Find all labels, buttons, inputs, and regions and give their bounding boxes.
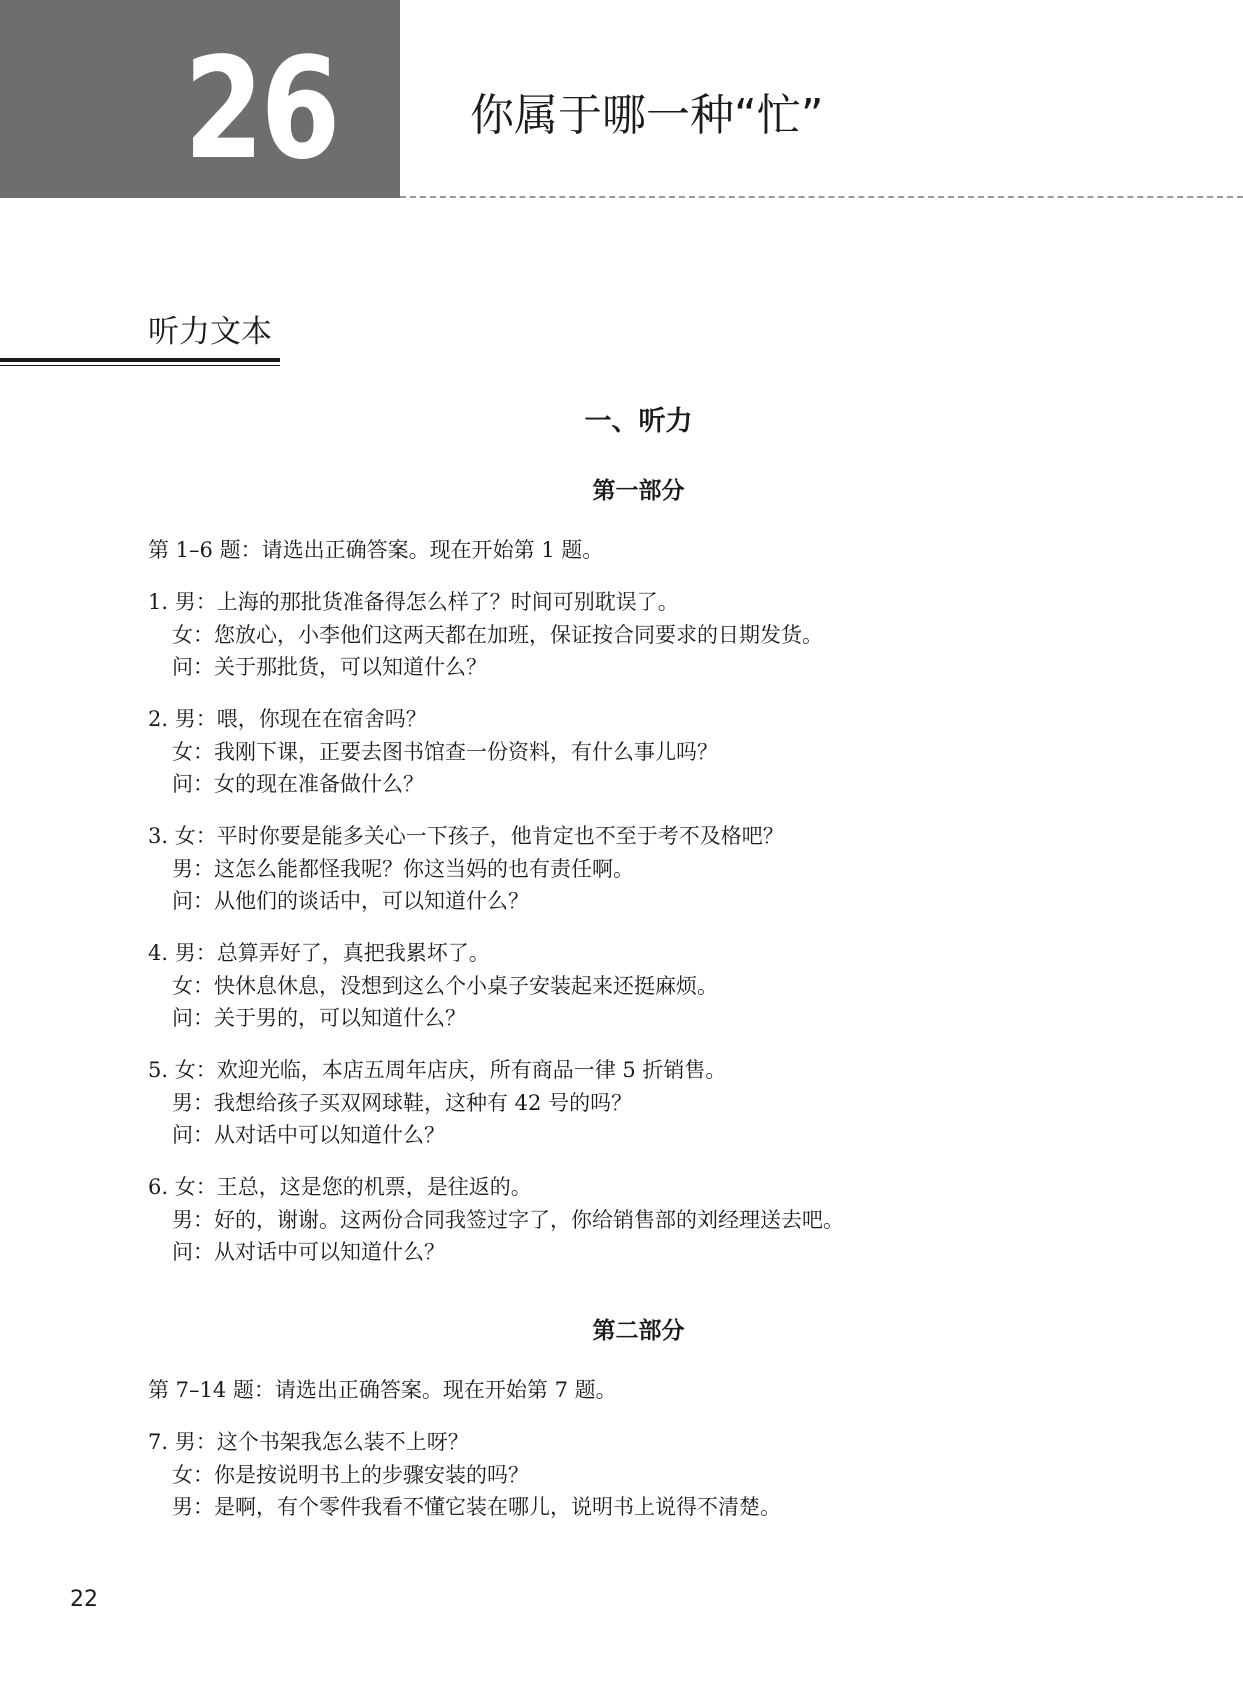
header-dashed-divider (400, 196, 1243, 198)
dialog-line: 2. 男：喂，你现在在宿舍吗？ (148, 707, 427, 731)
dialog-line: 5. 女：欢迎光临，本店五周年店庆，所有商品一律 5 折销售。 (148, 1058, 727, 1082)
dialog-line: 3. 女：平时你要是能多关心一下孩子，他肯定也不至于考不及格吧？ (148, 824, 784, 848)
part2-instruction: 第 7–14 题：请选出正确答案。现在开始第 7 题。 (148, 1378, 617, 1402)
part2-heading: 第二部分 (592, 1317, 685, 1344)
main-heading: 一、听力 (584, 406, 693, 437)
dialog-line: 男：我想给孩子买双网球鞋，这种有 42 号的吗？ (172, 1090, 633, 1115)
dialog-item (148, 820, 784, 918)
dialog-line: 女：你是按说明书上的步骤安装的吗？ (172, 1462, 529, 1487)
part1-heading: 第一部分 (592, 477, 685, 504)
dialog-question: 问：从对话中可以知道什么？ (172, 1240, 445, 1264)
dialog-question: 问：关于那批货，可以知道什么？ (172, 655, 487, 679)
section-underline-thin (0, 365, 280, 366)
dialog-item (148, 1426, 781, 1524)
dialog-question: 问：关于男的，可以知道什么？ (172, 1006, 466, 1030)
dialog-line: 女：我刚下课，正要去图书馆查一份资料，有什么事儿吗？ (172, 739, 718, 764)
section-underline-thick (0, 358, 280, 362)
dialog-item (148, 937, 718, 1035)
dialog-line: 男：是啊，有个零件我看不懂它装在哪儿，说明书上说得不清楚。 (172, 1495, 781, 1519)
dialog-line: 7. 男：这个书架我怎么装不上呀？ (148, 1430, 469, 1454)
dialog-question: 问：从对话中可以知道什么？ (172, 1123, 445, 1147)
dialog-line: 男：这怎么能都怪我呢？你这当妈的也有责任啊。 (172, 856, 634, 881)
dialog-line: 6. 女：王总，这是您的机票，是往返的。 (148, 1175, 532, 1199)
dialog-question: 问：女的现在准备做什么？ (172, 772, 424, 796)
dialog-question: 问：从他们的谈话中，可以知道什么？ (172, 889, 529, 913)
chapter-number: 26 (184, 28, 338, 191)
dialog-line: 4. 男：总算弄好了，真把我累坏了。 (148, 941, 490, 965)
dialog-item (148, 586, 823, 684)
dialog-line: 女：快休息休息，没想到这么个小桌子安装起来还挺麻烦。 (172, 973, 718, 998)
dialog-item (148, 703, 718, 801)
dialog-line: 男：好的，谢谢。这两份合同我签过字了，你给销售部的刘经理送去吧。 (172, 1207, 844, 1232)
dialog-item (148, 1054, 726, 1152)
chapter-number-block (0, 0, 400, 198)
dialog-line: 女：您放心，小李他们这两天都在加班，保证按合同要求的日期发货。 (172, 622, 823, 647)
part1-instruction: 第 1–6 题：请选出正确答案。现在开始第 1 题。 (148, 538, 604, 562)
section-heading: 听力文本 (148, 314, 272, 350)
dialog-item (148, 1171, 844, 1269)
chapter-title: 你属于哪一种“忙” (470, 90, 824, 141)
page-number: 22 (70, 1587, 98, 1612)
dialog-line: 1. 男：上海的那批货准备得怎么样了？时间可别耽误了。 (148, 590, 679, 614)
